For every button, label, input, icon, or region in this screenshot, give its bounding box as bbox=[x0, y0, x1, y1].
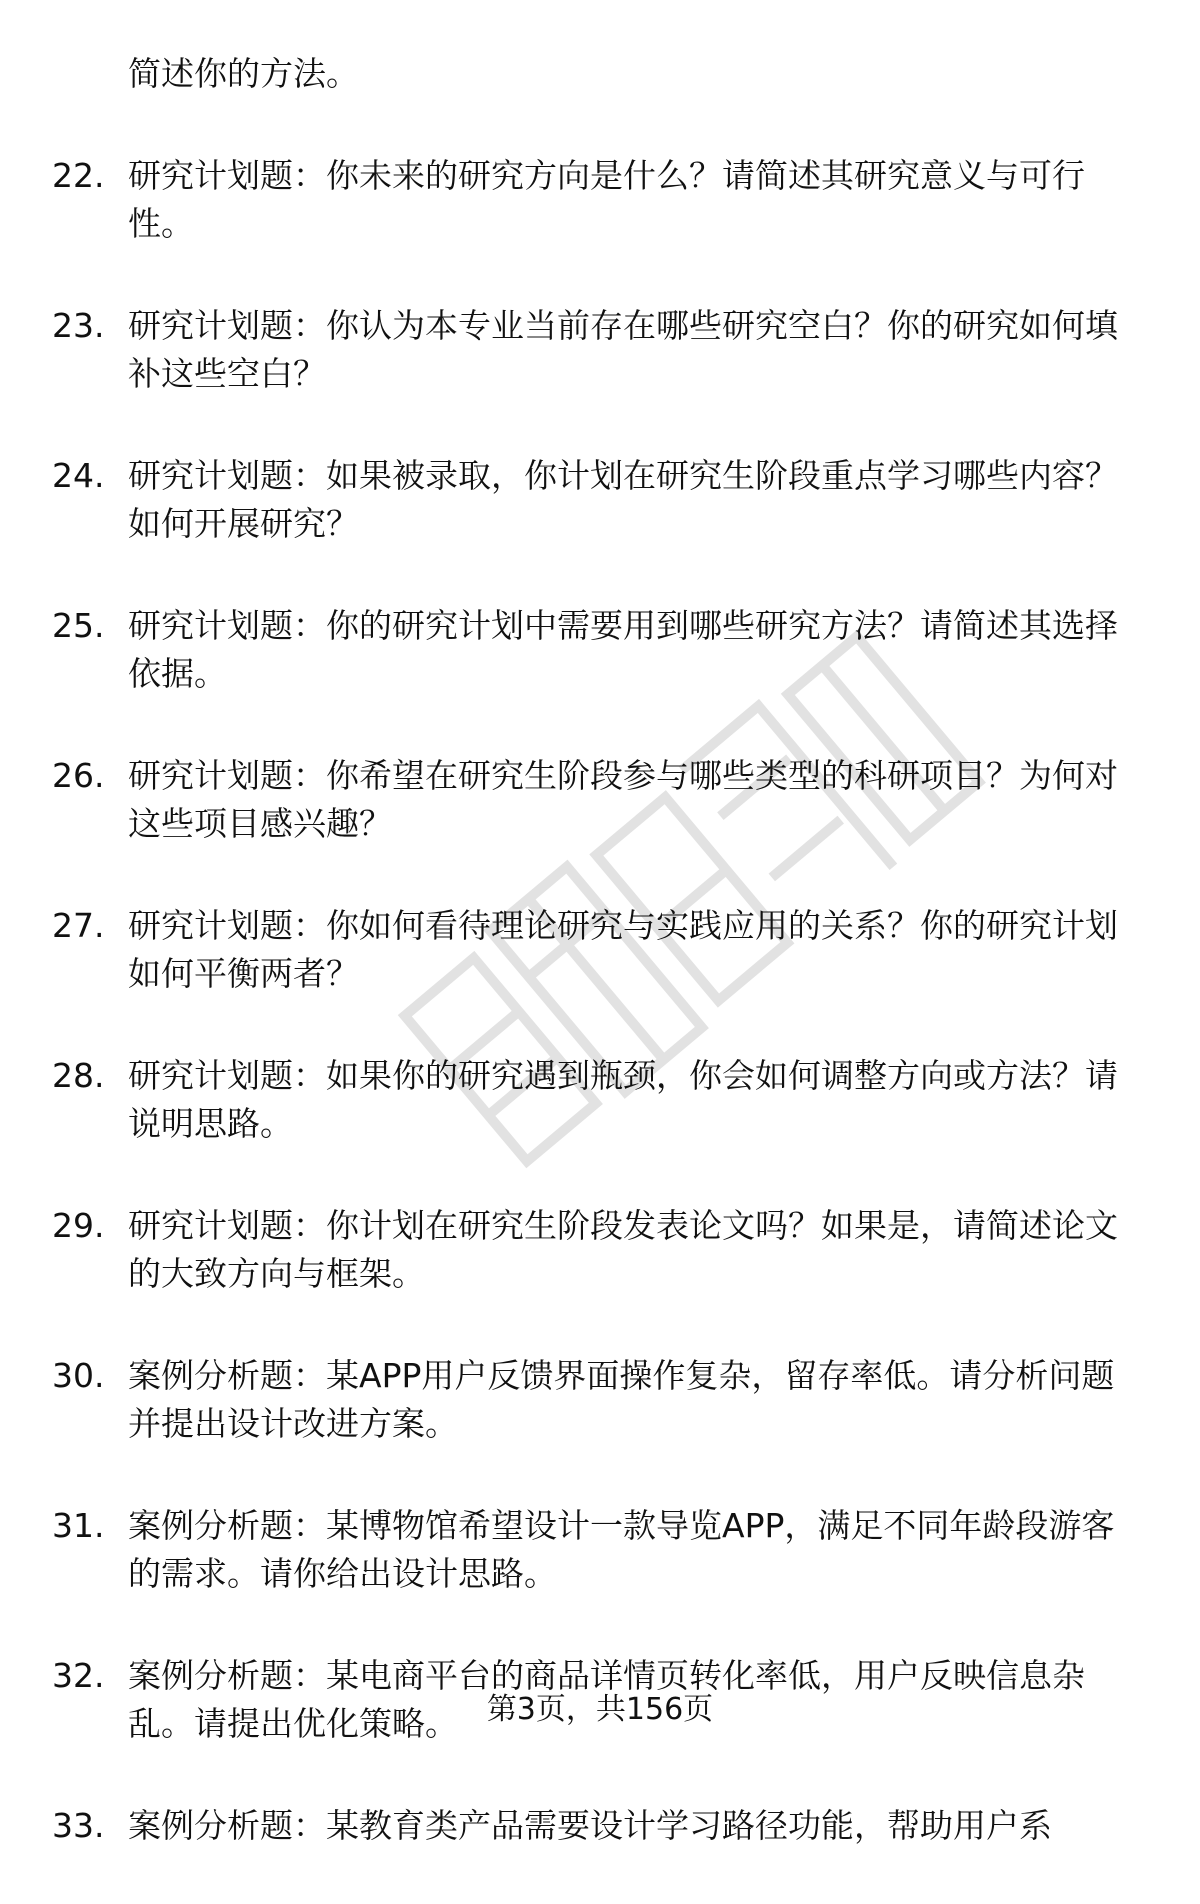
list-item bbox=[0, 602, 1200, 698]
list-item bbox=[0, 1802, 1200, 1850]
item-number: 30. bbox=[52, 1356, 105, 1395]
item-text: 研究计划题：如果被录取，你计划在研究生阶段重点学习哪些内容？如何开展研究？ bbox=[128, 456, 1118, 543]
continued-text: 简述你的方法。 bbox=[128, 54, 359, 93]
list-item bbox=[0, 1352, 1200, 1448]
item-text: 研究计划题：你未来的研究方向是什么？请简述其研究意义与可行性。 bbox=[128, 156, 1085, 243]
item-text: 研究计划题：你的研究计划中需要用到哪些研究方法？请简述其选择依据。 bbox=[128, 606, 1118, 693]
item-number: 33. bbox=[52, 1806, 105, 1845]
list-item bbox=[0, 1502, 1200, 1598]
list-item bbox=[0, 902, 1200, 998]
list-item bbox=[0, 1202, 1200, 1298]
item-number: 28. bbox=[52, 1056, 105, 1095]
item-number: 29. bbox=[52, 1206, 105, 1245]
question-list bbox=[0, 50, 1200, 1904]
list-item bbox=[0, 752, 1200, 848]
item-number: 32. bbox=[52, 1656, 105, 1695]
item-text: 研究计划题：你如何看待理论研究与实践应用的关系？你的研究计划如何平衡两者？ bbox=[128, 906, 1118, 993]
item-text: 案例分析题：某电商平台的商品详情页转化率低，用户反映信息杂乱。请提出优化策略。 bbox=[128, 1656, 1085, 1743]
page-number-footer: 第3页，共156页 bbox=[486, 1692, 714, 1727]
item-number: 26. bbox=[52, 756, 105, 795]
item-text: 案例分析题：某APP用户反馈界面操作复杂，留存率低。请分析问题并提出设计改进方案。 bbox=[128, 1356, 1115, 1443]
item-number: 25. bbox=[52, 606, 105, 645]
item-text: 研究计划题：你认为本专业当前存在哪些研究空白？你的研究如何填补这些空白？ bbox=[128, 306, 1118, 393]
item-text: 研究计划题：如果你的研究遇到瓶颈，你会如何调整方向或方法？请说明思路。 bbox=[128, 1056, 1118, 1143]
item-number: 23. bbox=[52, 306, 105, 345]
item-text: 案例分析题：某教育类产品需要设计学习路径功能，帮助用户系 bbox=[128, 1806, 1052, 1845]
list-item bbox=[0, 452, 1200, 548]
list-item bbox=[0, 152, 1200, 248]
list-item bbox=[0, 1052, 1200, 1148]
item-text: 案例分析题：某博物馆希望设计一款导览APP，满足不同年龄段游客的需求。请你给出设计思路。 bbox=[128, 1506, 1115, 1593]
item-number: 24. bbox=[52, 456, 105, 495]
item-number: 27. bbox=[52, 906, 105, 945]
item-text: 研究计划题：你计划在研究生阶段发表论文吗？如果是，请简述论文的大致方向与框架。 bbox=[128, 1206, 1118, 1293]
item-number: 31. bbox=[52, 1506, 105, 1545]
list-item bbox=[0, 302, 1200, 398]
item-number: 22. bbox=[52, 156, 105, 195]
item-text: 研究计划题：你希望在研究生阶段参与哪些类型的科研项目？为何对这些项目感兴趣？ bbox=[128, 756, 1118, 843]
